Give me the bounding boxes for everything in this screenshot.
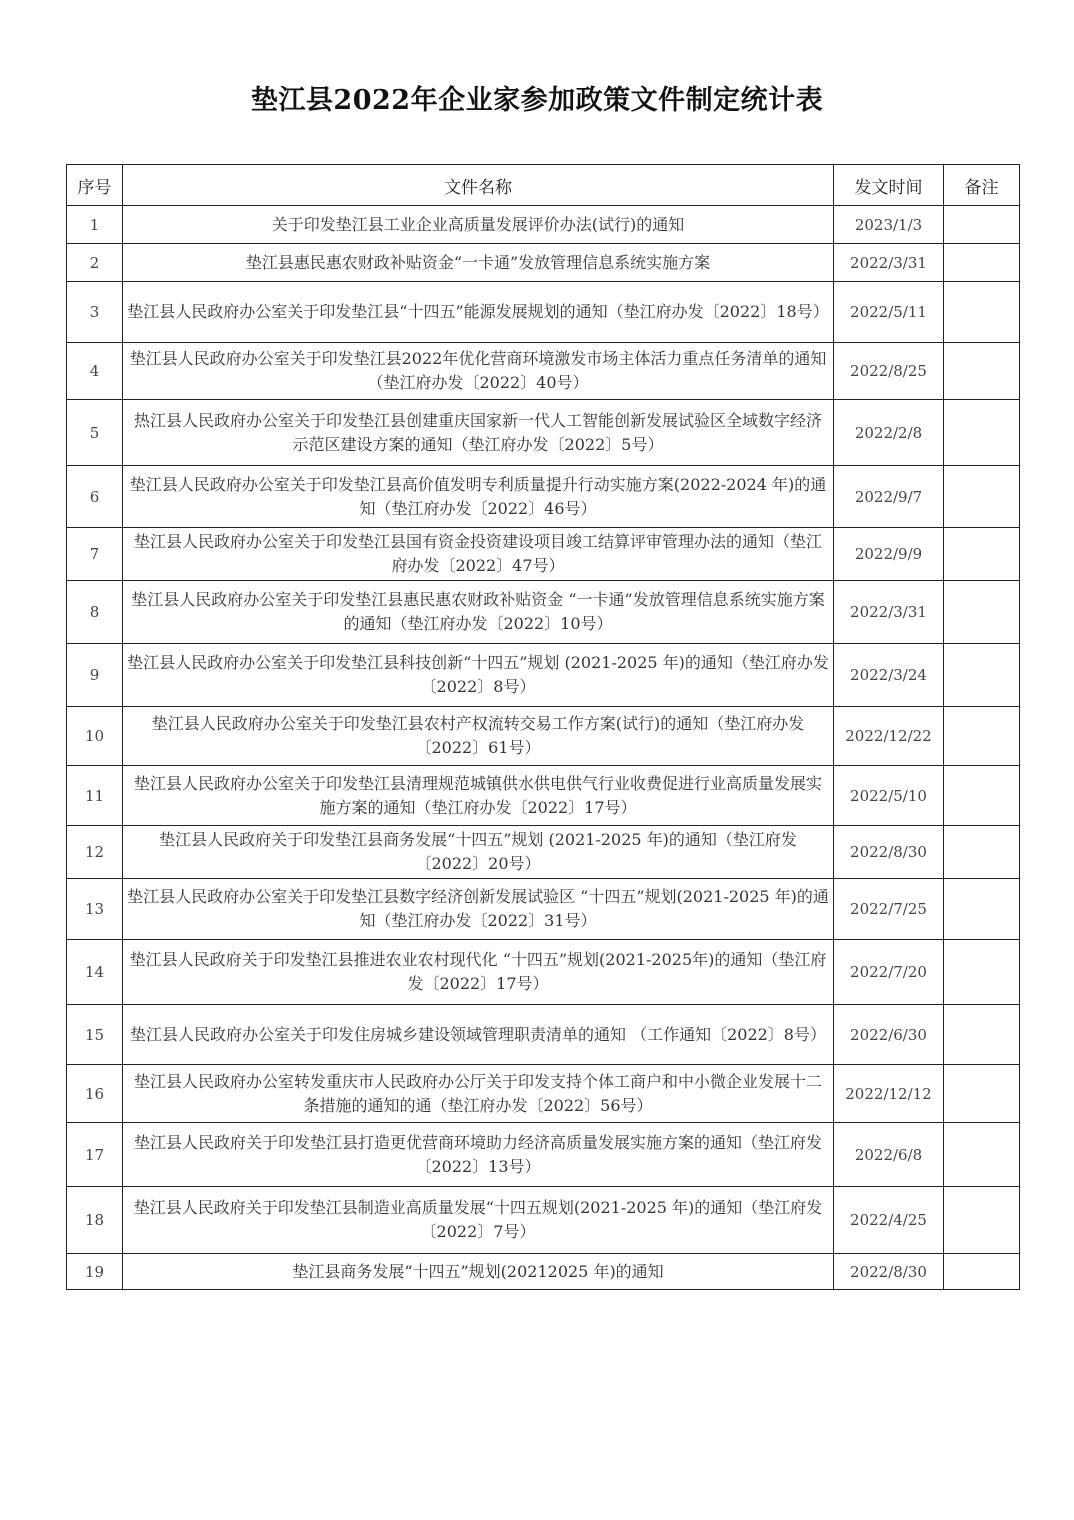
row-date: 2022/9/9 [834, 528, 944, 581]
row-date: 2022/8/30 [834, 826, 944, 879]
row-remark [944, 826, 1020, 879]
row-remark [944, 1065, 1020, 1123]
row-index: 8 [67, 581, 123, 644]
row-index: 15 [67, 1005, 123, 1065]
row-remark [944, 1123, 1020, 1187]
table-row [67, 766, 1020, 826]
table-row [67, 581, 1020, 644]
row-document-name: 垫江县人民政府办公室关于印发垫江县国有资金投资建设项目竣工结算评审管理办法的通知（垫江府办发〔2022〕47号） [123, 528, 834, 581]
row-document-name: 垫江县人民政府关于印发垫江县推进农业农村现代化 “十四五”规划(2021-2025年)的通知（垫江府发〔2022〕17号） [123, 940, 834, 1005]
row-document-name: 垫江县人民政府办公室关于印发垫江县科技创新“十四五”规划 (2021-2025 年)的通知（垫江府办发〔2022〕8号） [123, 644, 834, 707]
row-index: 3 [67, 282, 123, 343]
header-row [67, 165, 1020, 206]
row-date: 2022/6/30 [834, 1005, 944, 1065]
header-remark: 备注 [944, 165, 1020, 206]
row-date: 2022/7/25 [834, 879, 944, 940]
row-index: 14 [67, 940, 123, 1005]
row-date: 2022/9/7 [834, 466, 944, 528]
table-row [67, 1123, 1020, 1187]
row-document-name: 垫江县人民政府办公室关于印发垫江县惠民惠农财政补贴资金 “一卡通”发放管理信息系统实施方案的通知（垫江府办发〔2022〕10号） [123, 581, 834, 644]
row-document-name: 垫江县人民政府关于印发垫江县商务发展“十四五”规划 (2021-2025 年)的通知（垫江府发〔2022〕20号） [123, 826, 834, 879]
row-date: 2022/12/22 [834, 707, 944, 766]
row-date: 2022/5/10 [834, 766, 944, 826]
table-row [67, 707, 1020, 766]
row-index: 2 [67, 244, 123, 282]
row-document-name: 垫江县人民政府关于印发垫江县制造业高质量发展“十四五规划(2021-2025 年)的通知（垫江府发〔2022〕7号） [123, 1187, 834, 1254]
row-date: 2022/2/8 [834, 400, 944, 466]
row-remark [944, 206, 1020, 244]
row-index: 10 [67, 707, 123, 766]
row-document-name: 垫江县人民政府办公室关于印发垫江县清理规范城镇供水供电供气行业收费促进行业高质量发展实施方案的通知（垫江府办发〔2022〕17号） [123, 766, 834, 826]
row-date: 2022/8/25 [834, 343, 944, 400]
row-document-name: 垫江县人民政府关于印发垫江县打造更优营商环境助力经济高质量发展实施方案的通知（垫江府发〔2022〕13号） [123, 1123, 834, 1187]
table-row [67, 879, 1020, 940]
row-date: 2022/3/24 [834, 644, 944, 707]
table-row [67, 206, 1020, 244]
table-row [67, 244, 1020, 282]
header-index: 序号 [67, 165, 123, 206]
row-remark [944, 400, 1020, 466]
row-document-name: 垫江县人民政府办公室转发重庆市人民政府办公厅关于印发支持个体工商户和中小微企业发展十二条措施的通知的通（垫江府办发〔2022〕56号） [123, 1065, 834, 1123]
row-date: 2023/1/3 [834, 206, 944, 244]
table-row [67, 466, 1020, 528]
row-remark [944, 766, 1020, 826]
row-document-name: 热江县人民政府办公室关于印发垫江县创建重庆国家新一代人工智能创新发展试验区全域数字经济示范区建设方案的通知（垫江府办发〔2022〕5号） [123, 400, 834, 466]
table-row [67, 1065, 1020, 1123]
row-remark [944, 244, 1020, 282]
row-remark [944, 1005, 1020, 1065]
row-date: 2022/7/20 [834, 940, 944, 1005]
table-row [67, 343, 1020, 400]
table-row [67, 1005, 1020, 1065]
row-date: 2022/6/8 [834, 1123, 944, 1187]
row-remark [944, 1187, 1020, 1254]
table-row [67, 282, 1020, 343]
document-title: 垫江县2022年企业家参加政策文件制定统计表 [250, 85, 824, 116]
row-date: 2022/3/31 [834, 244, 944, 282]
row-document-name: 垫江县商务发展“十四五”规划(20212025 年)的通知 [123, 1254, 834, 1290]
row-remark [944, 528, 1020, 581]
statistics-table [66, 164, 1020, 1290]
row-document-name: 垫江县惠民惠农财政补贴资金“一卡通”发放管理信息系统实施方案 [123, 244, 834, 282]
row-index: 19 [67, 1254, 123, 1290]
table-row [67, 1187, 1020, 1254]
row-remark [944, 940, 1020, 1005]
row-index: 17 [67, 1123, 123, 1187]
row-document-name: 垫江县人民政府办公室关于印发垫江县数字经济创新发展试验区 “十四五”规划(2021-2025 年)的通知（垫江府办发〔2022〕31号） [123, 879, 834, 940]
table-row [67, 1254, 1020, 1290]
row-date: 2022/8/30 [834, 1254, 944, 1290]
table-row [67, 400, 1020, 466]
row-index: 11 [67, 766, 123, 826]
row-index: 9 [67, 644, 123, 707]
row-document-name: 垫江县人民政府办公室关于印发垫江县“十四五”能源发展规划的通知（垫江府办发〔2022〕18号） [123, 282, 834, 343]
row-document-name: 垫江县人民政府办公室关于印发住房城乡建设领域管理职责清单的通知 （工作通知〔2022〕8号） [123, 1005, 834, 1065]
table-row [67, 644, 1020, 707]
table-row [67, 826, 1020, 879]
row-remark [944, 343, 1020, 400]
table-row [67, 528, 1020, 581]
row-index: 1 [67, 206, 123, 244]
header-date: 发文时间 [834, 165, 944, 206]
row-remark [944, 581, 1020, 644]
row-date: 2022/3/31 [834, 581, 944, 644]
row-document-name: 垫江县人民政府办公室关于印发垫江县农村产权流转交易工作方案(试行)的通知（垫江府办发〔2022〕61号） [123, 707, 834, 766]
row-remark [944, 466, 1020, 528]
row-date: 2022/4/25 [834, 1187, 944, 1254]
row-remark [944, 707, 1020, 766]
row-index: 4 [67, 343, 123, 400]
row-document-name: 垫江县人民政府办公室关于印发垫江县2022年优化营商环境激发市场主体活力重点任务清单的通知（垫江府办发〔2022〕40号） [123, 343, 834, 400]
row-index: 16 [67, 1065, 123, 1123]
header-name: 文件名称 [123, 165, 834, 206]
row-index: 12 [67, 826, 123, 879]
row-index: 13 [67, 879, 123, 940]
row-index: 6 [67, 466, 123, 528]
row-date: 2022/12/12 [834, 1065, 944, 1123]
row-index: 5 [67, 400, 123, 466]
row-index: 7 [67, 528, 123, 581]
row-remark [944, 282, 1020, 343]
row-remark [944, 644, 1020, 707]
row-date: 2022/5/11 [834, 282, 944, 343]
table-row [67, 940, 1020, 1005]
row-index: 18 [67, 1187, 123, 1254]
row-document-name: 关于印发垫江县工业企业高质量发展评价办法(试行)的通知 [123, 206, 834, 244]
row-remark [944, 879, 1020, 940]
row-document-name: 垫江县人民政府办公室关于印发垫江县高价值发明专利质量提升行动实施方案(2022-2024 年)的通知（垫江府办发〔2022〕46号） [123, 466, 834, 528]
row-remark [944, 1254, 1020, 1290]
